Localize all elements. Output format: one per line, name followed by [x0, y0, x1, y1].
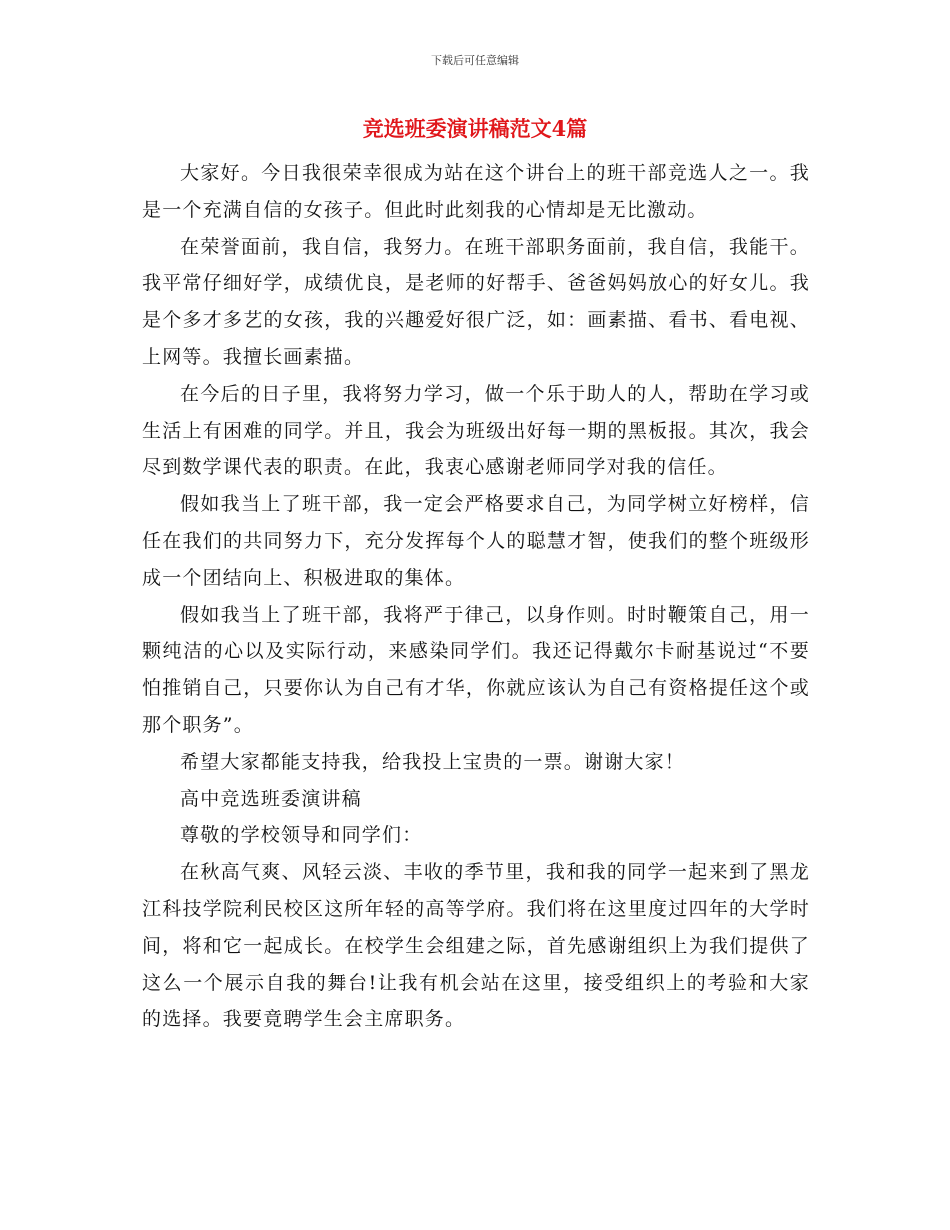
paragraph: 希望大家都能支持我，给我投上宝贵的一票。谢谢大家！	[180, 750, 686, 773]
header-note: 下载后可任意编辑	[431, 54, 519, 67]
paragraph: 在荣誉面前，我自信，我努力。在班干部职务面前，我自信，我能干。我平常仔细好学，成绩优良，是老师的好帮手、爸爸妈妈放心的好女儿。我是个多才多艺的女孩，我的兴趣爱好很广泛，如：画素描、看书、看电视、上网等。我擅长画素描。	[142, 235, 810, 368]
document-body	[142, 155, 810, 1038]
document-title: 竞选班委演讲稿范文4篇	[362, 116, 588, 141]
paragraph: 大家好。今日我很荣幸很成为站在这个讲台上的班干部竞选人之一。我是一个充满自信的女孩子。但此时此刻我的心情却是无比激动。	[142, 162, 810, 221]
paragraph: 在秋高气爽、风轻云淡、丰收的季节里，我和我的同学一起来到了黑龙江科技学院利民校区这所年轻的高等学府。我们将在这里度过四年的大学时间，将和它一起成长。在校学生会组建之际，首先感谢组织上为我们提供了这么一个展示自我的舞台!让我有机会站在这里，接受组织上的考验和大家的选择。我要竟聘学生会主席职务。	[142, 861, 810, 1031]
section-heading: 高中竞选班委演讲稿	[180, 787, 362, 810]
paragraph: 假如我当上了班干部，我一定会严格要求自己，为同学树立好榜样，信任在我们的共同努力下，充分发挥每个人的聪慧才智，使我们的整个班级形成一个团结向上、积极进取的集体。	[142, 493, 810, 589]
paragraph: 在今后的日子里，我将努力学习，做一个乐于助人的人，帮助在学习或生活上有困难的同学。并且，我会为班级出好每一期的黑板报。其次，我会尽到数学课代表的职责。在此，我衷心感谢老师同学对我的信任。	[142, 382, 810, 479]
salutation: 尊敬的学校领导和同学们：	[180, 824, 423, 847]
paragraph: 假如我当上了班干部，我将严于律己，以身作则。时时鞭策自己，用一颗纯洁的心以及实际行动，来感染同学们。我还记得戴尔卡耐基说过“不要怕推销自己，只要你认为自己有才华，你就应该认为自己有资格提任这个或那个职务”。	[142, 603, 810, 736]
